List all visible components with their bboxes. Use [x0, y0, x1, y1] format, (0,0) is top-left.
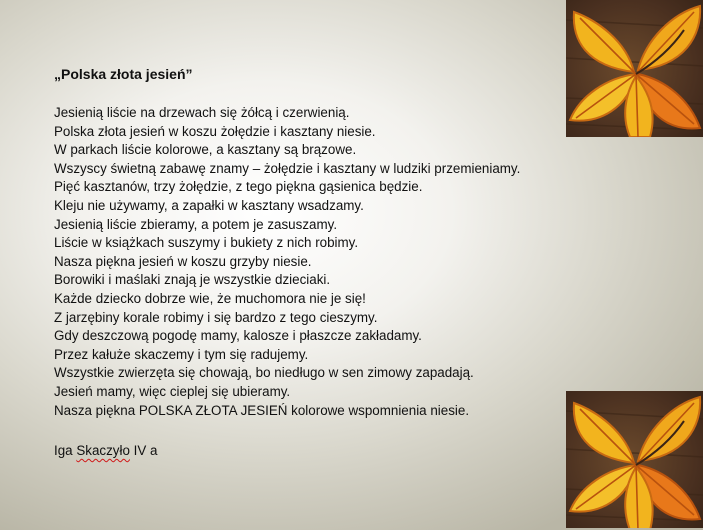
poem-line: Każde dziecko dobrze wie, że muchomora nie je się!	[54, 290, 366, 306]
author-first-name: Iga	[54, 443, 77, 458]
author-signature	[54, 443, 157, 458]
poem-line: Liście w książkach suszymy i bukiety z nich robimy.	[54, 235, 359, 251]
poem-line: Z jarzębiny korale robimy i się bardzo z tego cieszymy.	[54, 309, 378, 325]
poem-line: Polska złota jesień w koszu żołędzie i kasztany niesie.	[54, 123, 376, 139]
poem-line: Wszyscy świetną zabawę znamy – żołędzie i kasztany w ludziki przemieniamy.	[54, 160, 521, 176]
poem-line: Gdy deszczową pogodę mamy, kalosze i płaszcze zakładamy.	[54, 328, 422, 344]
autumn-leaf-image-top	[566, 0, 703, 137]
poem-line: Wszystkie zwierzęta się chowają, bo niedługo w sen zimowy zapadają.	[54, 365, 474, 381]
poem-line: Jesienią liście na drzewach się żółcą i czerwienią.	[54, 105, 350, 120]
poem-line: Przez kałuże skaczemy i tym się radujemy.	[54, 346, 309, 362]
poem-line: Pięć kasztanów, trzy żołędzie, z tego piękna gąsienica będzie.	[54, 179, 423, 195]
autumn-leaf-icon	[566, 0, 703, 137]
poem-line: Kleju nie używamy, a zapałki w kasztany wsadzamy.	[54, 197, 364, 213]
poem-body	[54, 104, 520, 420]
poem-title: „Polska złota jesień”	[54, 66, 193, 82]
poem-line: Jesień mamy, więc cieplej się ubieramy.	[54, 383, 291, 399]
poem-line: W parkach liście kolorowe, a kasztany są brązowe.	[54, 142, 357, 158]
poem-line: Nasza piękna POLSKA ZŁOTA JESIEŃ kolorowe wspomnienia niesie.	[54, 402, 470, 418]
autumn-leaf-icon	[566, 391, 703, 528]
poem-line: Nasza piękna jesień w koszu grzyby niesie.	[54, 253, 312, 269]
author-surname: Skaczyło	[76, 443, 130, 458]
autumn-leaf-image-bottom	[566, 391, 703, 528]
poem-line: Borowiki i maślaki znają je wszystkie dzieciaki.	[54, 272, 331, 288]
author-class: IV a	[129, 443, 158, 458]
poem-line: Jesienią liście zbieramy, a potem je zasuszamy.	[54, 216, 338, 232]
